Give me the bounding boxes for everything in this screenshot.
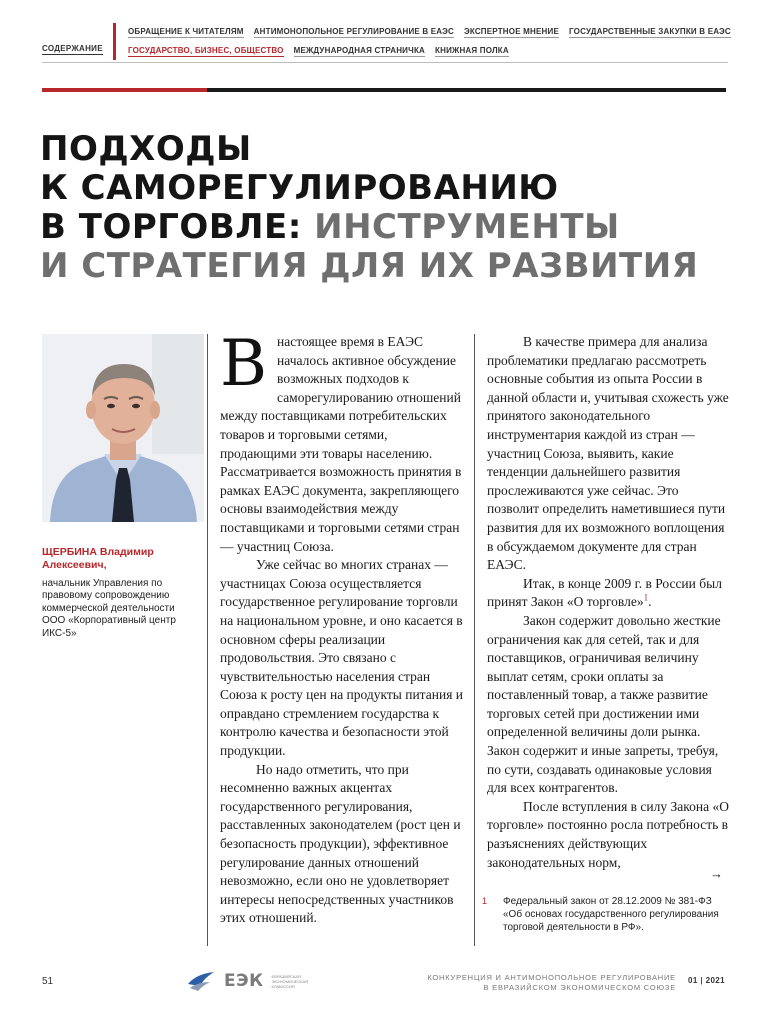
journal-title bbox=[410, 973, 676, 992]
toc-link[interactable]: СОДЕРЖАНИЕ bbox=[42, 44, 103, 53]
body-column-1 bbox=[220, 327, 464, 928]
article-title bbox=[40, 130, 720, 286]
author-portrait bbox=[42, 334, 204, 522]
title-rule bbox=[207, 88, 726, 92]
paragraph-end: . bbox=[648, 594, 652, 610]
footnote-text: Федеральный закон от 28.12.2009 № 381-ФЗ «Об основах государственного регулирования торговой деятельности в РФ». bbox=[503, 896, 719, 933]
issue-year: 2021 bbox=[705, 976, 725, 985]
nav-item-state-business[interactable]: ГОСУДАРСТВО, БИЗНЕС, ОБЩЕСТВО bbox=[128, 46, 284, 55]
issue-number bbox=[688, 976, 725, 985]
title-line-3: В ТОРГОВЛЕ: bbox=[40, 207, 302, 247]
eec-logo bbox=[186, 970, 315, 992]
title-line-2: К САМОРЕГУЛИРОВАНИЮ bbox=[40, 168, 559, 208]
footnote-reference[interactable]: 1 bbox=[643, 592, 649, 603]
nav-item-procurement[interactable]: ГОСУДАРСТВЕННЫЕ ЗАКУПКИ В ЕАЭС bbox=[569, 27, 731, 36]
logo-text: ЕЭК bbox=[224, 971, 264, 991]
issue-num: 01 bbox=[688, 976, 698, 985]
paragraph-text: Итак, в конце 2009 г. в России был принят Закон «О торговле» bbox=[487, 575, 722, 610]
nav-item-expert[interactable]: ЭКСПЕРТНОЕ МНЕНИЕ bbox=[463, 27, 560, 36]
nav-row-1 bbox=[128, 27, 731, 46]
title-subtitle-1: ИНСТРУМЕНТЫ bbox=[301, 207, 620, 247]
nav-item-bookshelf[interactable]: КНИЖНАЯ ПОЛКА bbox=[435, 46, 509, 55]
nav-accent-bar bbox=[113, 23, 116, 60]
paragraph: Уже сейчас во многих странах — участницах Союза осуществляется государственное регулирование торговли на национальном уровне, и оно касается в основном сферы реализации продовольствия. Это связано с чувствительностью населения стран Союза к росту цен на продукты питания и оправдано стремлением государства к контролю качества и безопасности этой продукции. bbox=[220, 557, 463, 759]
section-nav bbox=[128, 27, 731, 65]
issue-separator: | bbox=[700, 976, 703, 985]
header-divider bbox=[42, 62, 728, 63]
column-divider bbox=[474, 334, 475, 946]
journal-title-line-2: В ЕВРАЗИЙСКОМ ЭКОНОМИЧЕСКОМ СОЮЗЕ bbox=[483, 982, 676, 992]
nav-item-readers[interactable]: ОБРАЩЕНИЕ К ЧИТАТЕЛЯМ bbox=[128, 27, 244, 36]
paragraph: Но надо отметить, что при несомненно важных акцентах государственного регулирования, расставленных законодателем (рост цен и безопасность продукции), эффективное регулирование данных отношений невозможно, если оно не удовлетворяет интересы непосредственных участников этих отношений. bbox=[220, 761, 461, 926]
footnote-number: 1 bbox=[482, 896, 488, 906]
bird-logo-icon bbox=[186, 970, 216, 992]
paragraph-text: настоящее время в ЕАЭС началось активное обсуждение возможных подходов к саморегулированию отношений между поставщиками потребительских товаров и торговыми сетями, продающими эти товары населению. Рассматривается возможность принятия в рамках ЕАЭС документа, закрепляющего основы взаимодействия между поставщиками и торговыми сетями стран — участниц Союза. bbox=[220, 334, 462, 554]
title-rule-accent bbox=[42, 88, 207, 92]
paragraph: Закон содержит довольно жесткие ограничения как для сетей, так и для поставщиков, ограничивая величину выплат сетям, сроки оплаты за поставленный товар, а также развитие торговых сетей при достижении ими определенной величины доли рынка. Закон содержит и иные запреты, требуя, по сути, создавать одинаковые условия для всех контрагентов. bbox=[487, 612, 721, 796]
nav-item-antimonopoly[interactable]: АНТИМОНОПОЛЬНОЕ РЕГУЛИРОВАНИЕ В ЕАЭС bbox=[253, 27, 454, 36]
author-name: ЩЕРБИНА Владимир Алексеевич, bbox=[42, 546, 154, 571]
paragraph bbox=[487, 575, 732, 612]
body-column-2 bbox=[487, 333, 732, 872]
title-subtitle-2: И СТРАТЕГИЯ ДЛЯ ИХ РАЗВИТИЯ bbox=[40, 246, 699, 286]
title-line-1: ПОДХОДЫ bbox=[40, 129, 252, 169]
paragraph: После вступления в силу Закона «О торговле» постоянно росла потребность в разъяснениях действующих законодательных норм, bbox=[487, 798, 729, 870]
author-position: начальник Управления по правовому сопровождению коммерческой деятельности ООО «Корпоративный центр ИКС-5» bbox=[42, 578, 176, 639]
page-number: 51 bbox=[42, 976, 54, 987]
drop-cap: В bbox=[220, 327, 268, 401]
logo-subtitle: ЕВРАЗИЙСКАЯ ЭКОНОМИЧЕСКАЯ КОМИССИЯ bbox=[271, 973, 309, 989]
nav-item-international[interactable]: МЕЖДУНАРОДНАЯ СТРАНИЧКА bbox=[293, 46, 426, 55]
paragraph bbox=[220, 327, 464, 556]
paragraph: В качестве примера для анализа проблематики предлагаю рассмотреть основные события из опыта России в данной области и, учитывая схожесть уже принятого законодательного инструментария каждой из стран — участниц Союза, выявить, какие тенденции дальнейшего развития прослеживаются уже сейчас. Это позволит определить наметившиеся пути развития для их возможного воплощения в обсуждаемом документе для стран ЕАЭС. bbox=[487, 334, 729, 573]
continue-arrow-icon[interactable]: → bbox=[710, 866, 723, 881]
journal-title-line-1: КОНКУРЕНЦИЯ И АНТИМОНОПОЛЬНОЕ РЕГУЛИРОВАНИЕ bbox=[427, 973, 676, 982]
column-divider bbox=[207, 334, 208, 946]
